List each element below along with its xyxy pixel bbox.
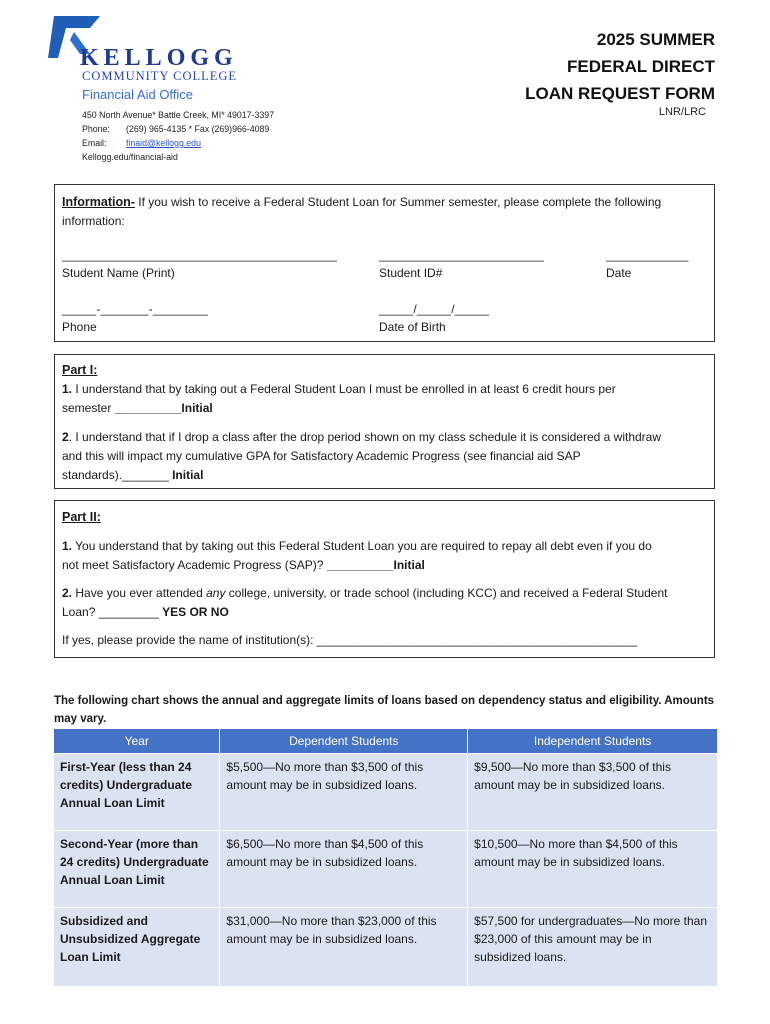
student-id-field[interactable]: ________________________ [379,248,544,262]
row-dependent: $31,000—No more than $23,000 of this amount may be in subsidized loans. [220,908,468,987]
header-year: Year [54,729,220,754]
email-link[interactable]: finaid@kellogg.edu [126,138,201,148]
dob-label: Date of Birth [379,320,446,334]
table-row [54,754,718,831]
row-dependent: $6,500—No more than $4,500 of this amount may be in subsidized loans. [220,831,468,908]
title-line-1: 2025 SUMMER [596,30,715,49]
header-dependent: Dependent Students [220,729,468,754]
logo-subtitle: COMMUNITY COLLEGE [82,69,238,83]
part-1-item-2: 2. I understand that if I drop a class after the drop period shown on my class schedule it is considered a withdraw [62,430,661,444]
website: Kellogg.edu/financial-aid [82,152,178,162]
part-1-content [62,361,707,485]
table-row [54,908,718,987]
date-label: Date [606,266,632,280]
information-text: If you wish to receive a Federal Student Loan for Summer semester, please complete the following [134,195,662,209]
chart-note-line-1: The following chart shows the annual and aggregate limits of loans based on dependency status and eligibility. Amounts [54,695,715,707]
logo-wordmark: KELLOGG [80,45,238,71]
student-id-label: Student ID# [379,266,443,280]
phone-label: Phone: [82,124,110,134]
student-name-field[interactable]: ________________________________________ [62,248,337,262]
information-heading: Information- [62,195,135,209]
phone-value: (269) 965-4135 * Fax (269)966-4089 [126,124,270,134]
form-title [525,26,715,107]
address: 450 North Avenue* Battle Creek, MI* 49017-3397 [82,110,275,120]
information-text-2: information: [62,214,125,228]
row-independent: $10,500—No more than $4,500 of this amount may be in subsidized loans. [468,831,718,908]
row-year: Subsidized and Unsubsidized Aggregate Loan Limit [54,908,220,987]
office-name: Financial Aid Office [82,87,194,102]
table-row [54,831,718,908]
yes-no-field[interactable]: YES OR NO [162,605,229,619]
phone-label-field: Phone [62,320,97,334]
institution-field[interactable]: If yes, please provide the name of institution(s): ________________________________________________ [62,633,638,647]
part-2-heading: Part II: [62,510,101,524]
part-1-heading: Part I: [62,363,98,377]
form-code: LNR/LRC [658,106,706,118]
phone-field[interactable]: _____-_______-________ [62,302,208,316]
part-1-item-1-cont: semester __________Initial [62,401,213,415]
dob-field[interactable]: _____/_____/_____ [379,302,490,316]
part-2-item-1: 1. You understand that by taking out this Federal Student Loan you are required to repay all debt even if you do [62,539,652,553]
chart-note [54,692,719,728]
student-name-label: Student Name (Print) [62,266,175,280]
email-label: Email: [82,138,107,148]
initial-field-3[interactable]: __________Initial [326,558,425,572]
title-line-3: LOAN REQUEST FORM [525,84,715,103]
loan-limits-table [54,729,718,986]
part-1-item-1: 1. I understand that by taking out a Federal Student Loan I must be enrolled in at least 6 credit hours per [62,382,616,396]
date-field[interactable]: ____________ [606,248,689,262]
row-independent: $9,500—No more than $3,500 of this amount may be in subsidized loans. [468,754,718,831]
title-line-2: FEDERAL DIRECT [567,57,715,76]
row-independent: $57,500 for undergraduates—No more than $23,000 of this amount may be in subsidized loans. [468,908,718,987]
part-2-item-2: 2. Have you ever attended any college, university, or trade school (including KCC) and received a Federal Student [62,586,668,600]
initial-field-1[interactable]: __________Initial [114,401,213,415]
part-2-item-1-cont: not meet Satisfactory Academic Progress (SAP)? __________Initial [62,558,425,572]
table-header-row [54,729,718,754]
information-intro [62,193,707,231]
header-independent: Independent Students [468,729,718,754]
part-1-item-2-cont: and this will impact my cumulative GPA for Satisfactory Academic Progress (see financial aid SAP [62,449,581,463]
part-1-item-2-cont-2: standards)._______ Initial [62,468,204,482]
row-year: Second-Year (more than 24 credits) Undergraduate Annual Loan Limit [54,831,220,908]
part-2-content [62,508,707,650]
initial-field-2[interactable]: Initial [172,468,204,482]
row-dependent: $5,500—No more than $3,500 of this amount may be in subsidized loans. [220,754,468,831]
contact-block [82,108,274,164]
chart-note-line-2: may vary. [54,713,107,725]
row-year: First-Year (less than 24 credits) Undergraduate Annual Loan Limit [54,754,220,831]
part-2-item-2-cont: Loan? _________ YES OR NO [62,605,229,619]
